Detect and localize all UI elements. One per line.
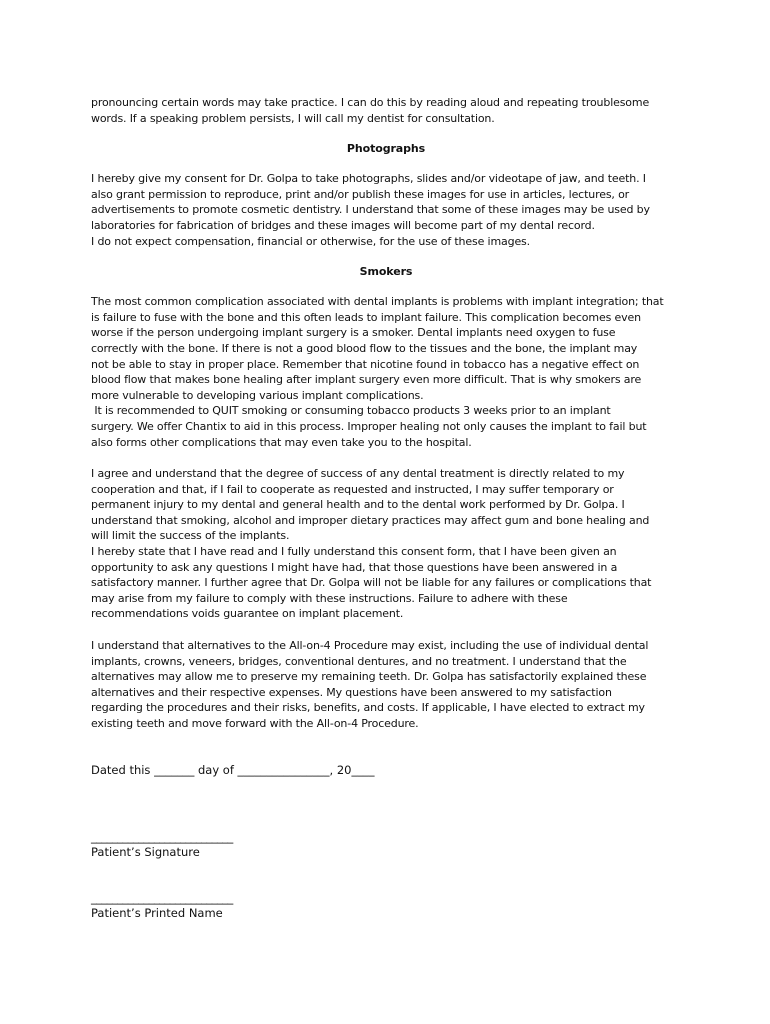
paragraph-line: cooperation and that, if I fail to cooperate as requested and instructed, I may suffer temporary or (91, 482, 614, 496)
paragraph-line: I do not expect compensation, financial or otherwise, for the use of these images. (91, 234, 530, 248)
paragraph-line: It is recommended to QUIT smoking or consuming tobacco products 3 weeks prior to an implant (91, 404, 611, 418)
section-heading-smokers: Smokers (359, 265, 413, 279)
paragraph-line: satisfactory manner. I further agree that Dr. Golpa will not be liable for any failures or complications that (91, 576, 652, 590)
paragraph-line: alternatives and their respective expenses. My questions have been answered to my satisfaction (91, 685, 612, 699)
paragraph-line: also grant permission to reproduce, print and/or publish these images for use in articles, lectures, or (91, 187, 630, 201)
paragraph-line: permanent injury to my dental and general health and to the dental work performed by Dr. Golpa. I (91, 498, 625, 512)
paragraph-line: I agree and understand that the degree of success of any dental treatment is directly related to my (91, 467, 625, 481)
paragraph-line: recommendations voids guarantee on implant placement. (91, 607, 404, 621)
printed-name-label: Patient’s Printed Name (91, 906, 223, 920)
paragraph-line: not be able to stay in proper place. Remember that nicotine found in tobacco has a negative effect on (91, 357, 640, 371)
paragraph-line: The most common complication associated with dental implants is problems with implant integration; that (91, 295, 664, 309)
paragraph-line: laboratories for fabrication of bridges and these images will become part of my dental record. (91, 218, 595, 232)
photographs-paragraph (91, 171, 681, 249)
signature-block (91, 830, 233, 860)
paragraph-line: surgery. We offer Chantix to aid in this process. Improper healing not only causes the implant to fail but (91, 419, 647, 433)
consent-form-page (91, 95, 681, 778)
paragraph-line: understand that smoking, alcohol and improper dietary practices may affect gum and bone healing and (91, 513, 650, 527)
paragraph-line: also forms other complications that may even take you to the hospital. (91, 435, 472, 449)
paragraph-line: words. If a speaking problem persists, I will call my dentist for consultation. (91, 111, 495, 125)
paragraph-line: I understand that alternatives to the All-on-4 Procedure may exist, including the use of individual dental (91, 639, 649, 653)
intro-paragraph (91, 95, 681, 126)
paragraph-line: more vulnerable to developing various implant complications. (91, 388, 424, 402)
paragraph-line: I hereby state that I have read and I fully understand this consent form, that I have been given an (91, 545, 617, 559)
printed-name-line[interactable]: ___________________________ (91, 891, 233, 905)
paragraph-line: regarding the procedures and their risks, benefits, and costs. If applicable, I have elected to extract my (91, 701, 645, 715)
smokers-section (91, 264, 681, 450)
dated-line[interactable]: Dated this _______ day of ________________, 20____ (91, 762, 375, 777)
paragraph-line: advertisements to promote cosmetic dentistry. I understand that some of these images may be used by (91, 203, 650, 217)
paragraph-line: implants, crowns, veneers, bridges, conventional dentures, and no treatment. I understand that the (91, 654, 627, 668)
paragraph-line: I hereby give my consent for Dr. Golpa to take photographs, slides and/or videotape of jaw, and teeth. I (91, 172, 646, 186)
paragraph-line: existing teeth and move forward with the All-on-4 Procedure. (91, 717, 419, 730)
paragraph-line: blood flow that makes bone healing after implant surgery even more difficult. That is why smokers are (91, 373, 642, 387)
paragraph-line: is failure to fuse with the bone and this often leads to implant failure. This complication becomes even (91, 310, 641, 324)
printed-name-block (91, 891, 233, 921)
paragraph-line: will limit the success of the implants. (91, 529, 290, 543)
alternatives-paragraph (91, 638, 681, 732)
smokers-paragraph (91, 294, 681, 450)
paragraph-line: pronouncing certain words may take practice. I can do this by reading aloud and repeating troublesome (91, 96, 650, 109)
paragraph-line: alternatives may allow me to preserve my remaining teeth. Dr. Golpa has satisfactorily explained these (91, 670, 647, 684)
photographs-section (91, 141, 681, 249)
paragraph-line: worse if the person undergoing implant surgery is a smoker. Dental implants need oxygen to fuse (91, 326, 616, 340)
paragraph-line: may arise from my failure to comply with these instructions. Failure to adhere with these (91, 591, 568, 605)
section-heading-photographs: Photographs (346, 142, 426, 156)
agreement-paragraph (91, 466, 681, 622)
paragraph-line: correctly with the bone. If there is not a good blood flow to the tissues and the bone, the implant may (91, 341, 638, 355)
signature-label: Patient’s Signature (91, 845, 200, 859)
signature-line[interactable]: ___________________________ (91, 830, 233, 844)
paragraph-line: opportunity to ask any questions I might have had, that those questions have been answered in a (91, 560, 618, 574)
